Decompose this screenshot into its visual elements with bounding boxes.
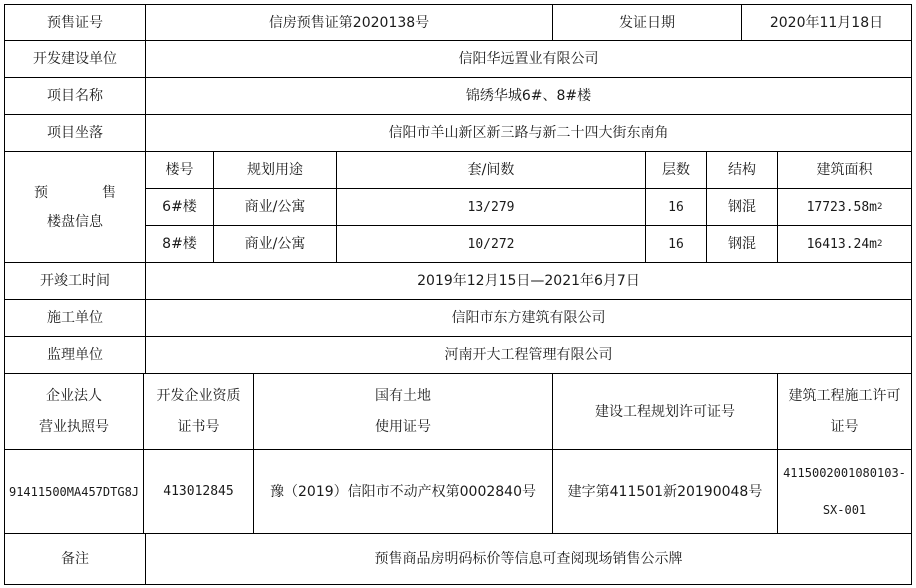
project-name-label: 项目名称: [47, 88, 103, 104]
construction-period-label: 开竣工时间: [40, 273, 110, 289]
qualification-header-line1: 开发企业资质: [156, 387, 241, 404]
header-structure: 结构: [728, 162, 756, 178]
developer: 信阳华远置业有限公司: [458, 51, 599, 67]
header-area: 建筑面积: [816, 162, 873, 178]
rule: [911, 4, 912, 585]
row2-usage: 商业/公寓: [244, 236, 306, 252]
row1-area: 17723.58m 2: [806, 199, 883, 215]
qualification-number: 413012845: [163, 484, 234, 499]
location-label: 项目坐落: [47, 125, 103, 141]
header-units: 套/间数: [467, 162, 515, 178]
land-header: [254, 374, 552, 449]
presale-info-label-line1: 预 售: [34, 184, 136, 201]
business-license-header: [5, 374, 143, 449]
row1-area-value: 17723.58m: [806, 199, 878, 215]
row2-structure: 钢混: [728, 236, 756, 252]
business-license-header-line1: 企业法人: [46, 387, 102, 404]
land-certificate-number: 豫（2019）信阳市不动产权第0002840号: [270, 483, 536, 500]
construction-permit-number-line1: 41150020010801​03-: [783, 465, 906, 480]
project-name: 锦绣华城6#、8#楼: [465, 88, 592, 104]
business-license-number: 91411500MA457DTG8J: [8, 484, 140, 499]
construction-permit-number-line2: SX-001: [822, 503, 867, 518]
row2-units: 10/272: [467, 236, 515, 252]
row1-structure: 钢混: [728, 199, 756, 215]
row1-building: 6#楼: [162, 199, 197, 215]
developer-label: 开发建设单位: [33, 51, 117, 67]
presale-license-label: 预售证号: [47, 14, 103, 31]
rule: [4, 584, 912, 585]
land-header-line2: 使用证号: [375, 419, 431, 436]
header-floors: 层数: [662, 162, 690, 178]
issue-date-label: 发证日期: [619, 14, 675, 31]
planning-permit-number: 建字第411501新20190048号: [567, 483, 763, 500]
presale-info-label: [5, 152, 145, 262]
construction-permit-header: [778, 374, 911, 449]
construction-permit-header-line1: 建筑工程施工许可: [788, 387, 901, 404]
row2-area-value: 16413.24m: [806, 236, 878, 252]
business-license-header-line2: 营业执照号: [39, 419, 109, 436]
header-building: 楼号: [165, 162, 194, 178]
row2-area: 16413.24m 2: [806, 236, 883, 252]
supervisor: 河南开大工程管理有限公司: [444, 347, 613, 363]
construction-period: 2019年12月15日—2021年6月7日: [417, 273, 640, 289]
construction-permit-number: [778, 450, 911, 533]
remarks: 预售商品房明码标价等信息可查阅现场销售公示牌: [374, 551, 683, 567]
contractor: 信阳市东方建筑有限公司: [451, 310, 606, 326]
contractor-label: 施工单位: [47, 310, 103, 326]
header-usage: 规划用途: [247, 162, 303, 178]
presale-info-label-line2: 楼盘信息: [47, 213, 103, 230]
row1-usage: 商业/公寓: [244, 199, 306, 215]
issue-date: 2020年11月18日: [769, 14, 884, 31]
qualification-header: [144, 374, 253, 449]
row2-building: 8#楼: [162, 236, 197, 252]
remarks-label: 备注: [61, 551, 89, 567]
construction-permit-header-line2: 证号: [830, 419, 859, 436]
row1-units: 13/279: [467, 199, 515, 215]
row2-floors: 16: [668, 236, 684, 252]
land-header-line1: 国有土地: [375, 387, 431, 404]
row1-floors: 16: [668, 199, 684, 215]
planning-header: 建设工程规划许可证号: [595, 403, 735, 420]
qualification-header-line2: 证书号: [177, 419, 220, 436]
supervisor-label: 监理单位: [47, 347, 103, 363]
presale-license-number: 信房预售证第2020138号: [268, 14, 430, 31]
location: 信阳市羊山新区新三路与新二十四大街东南角: [388, 125, 669, 141]
